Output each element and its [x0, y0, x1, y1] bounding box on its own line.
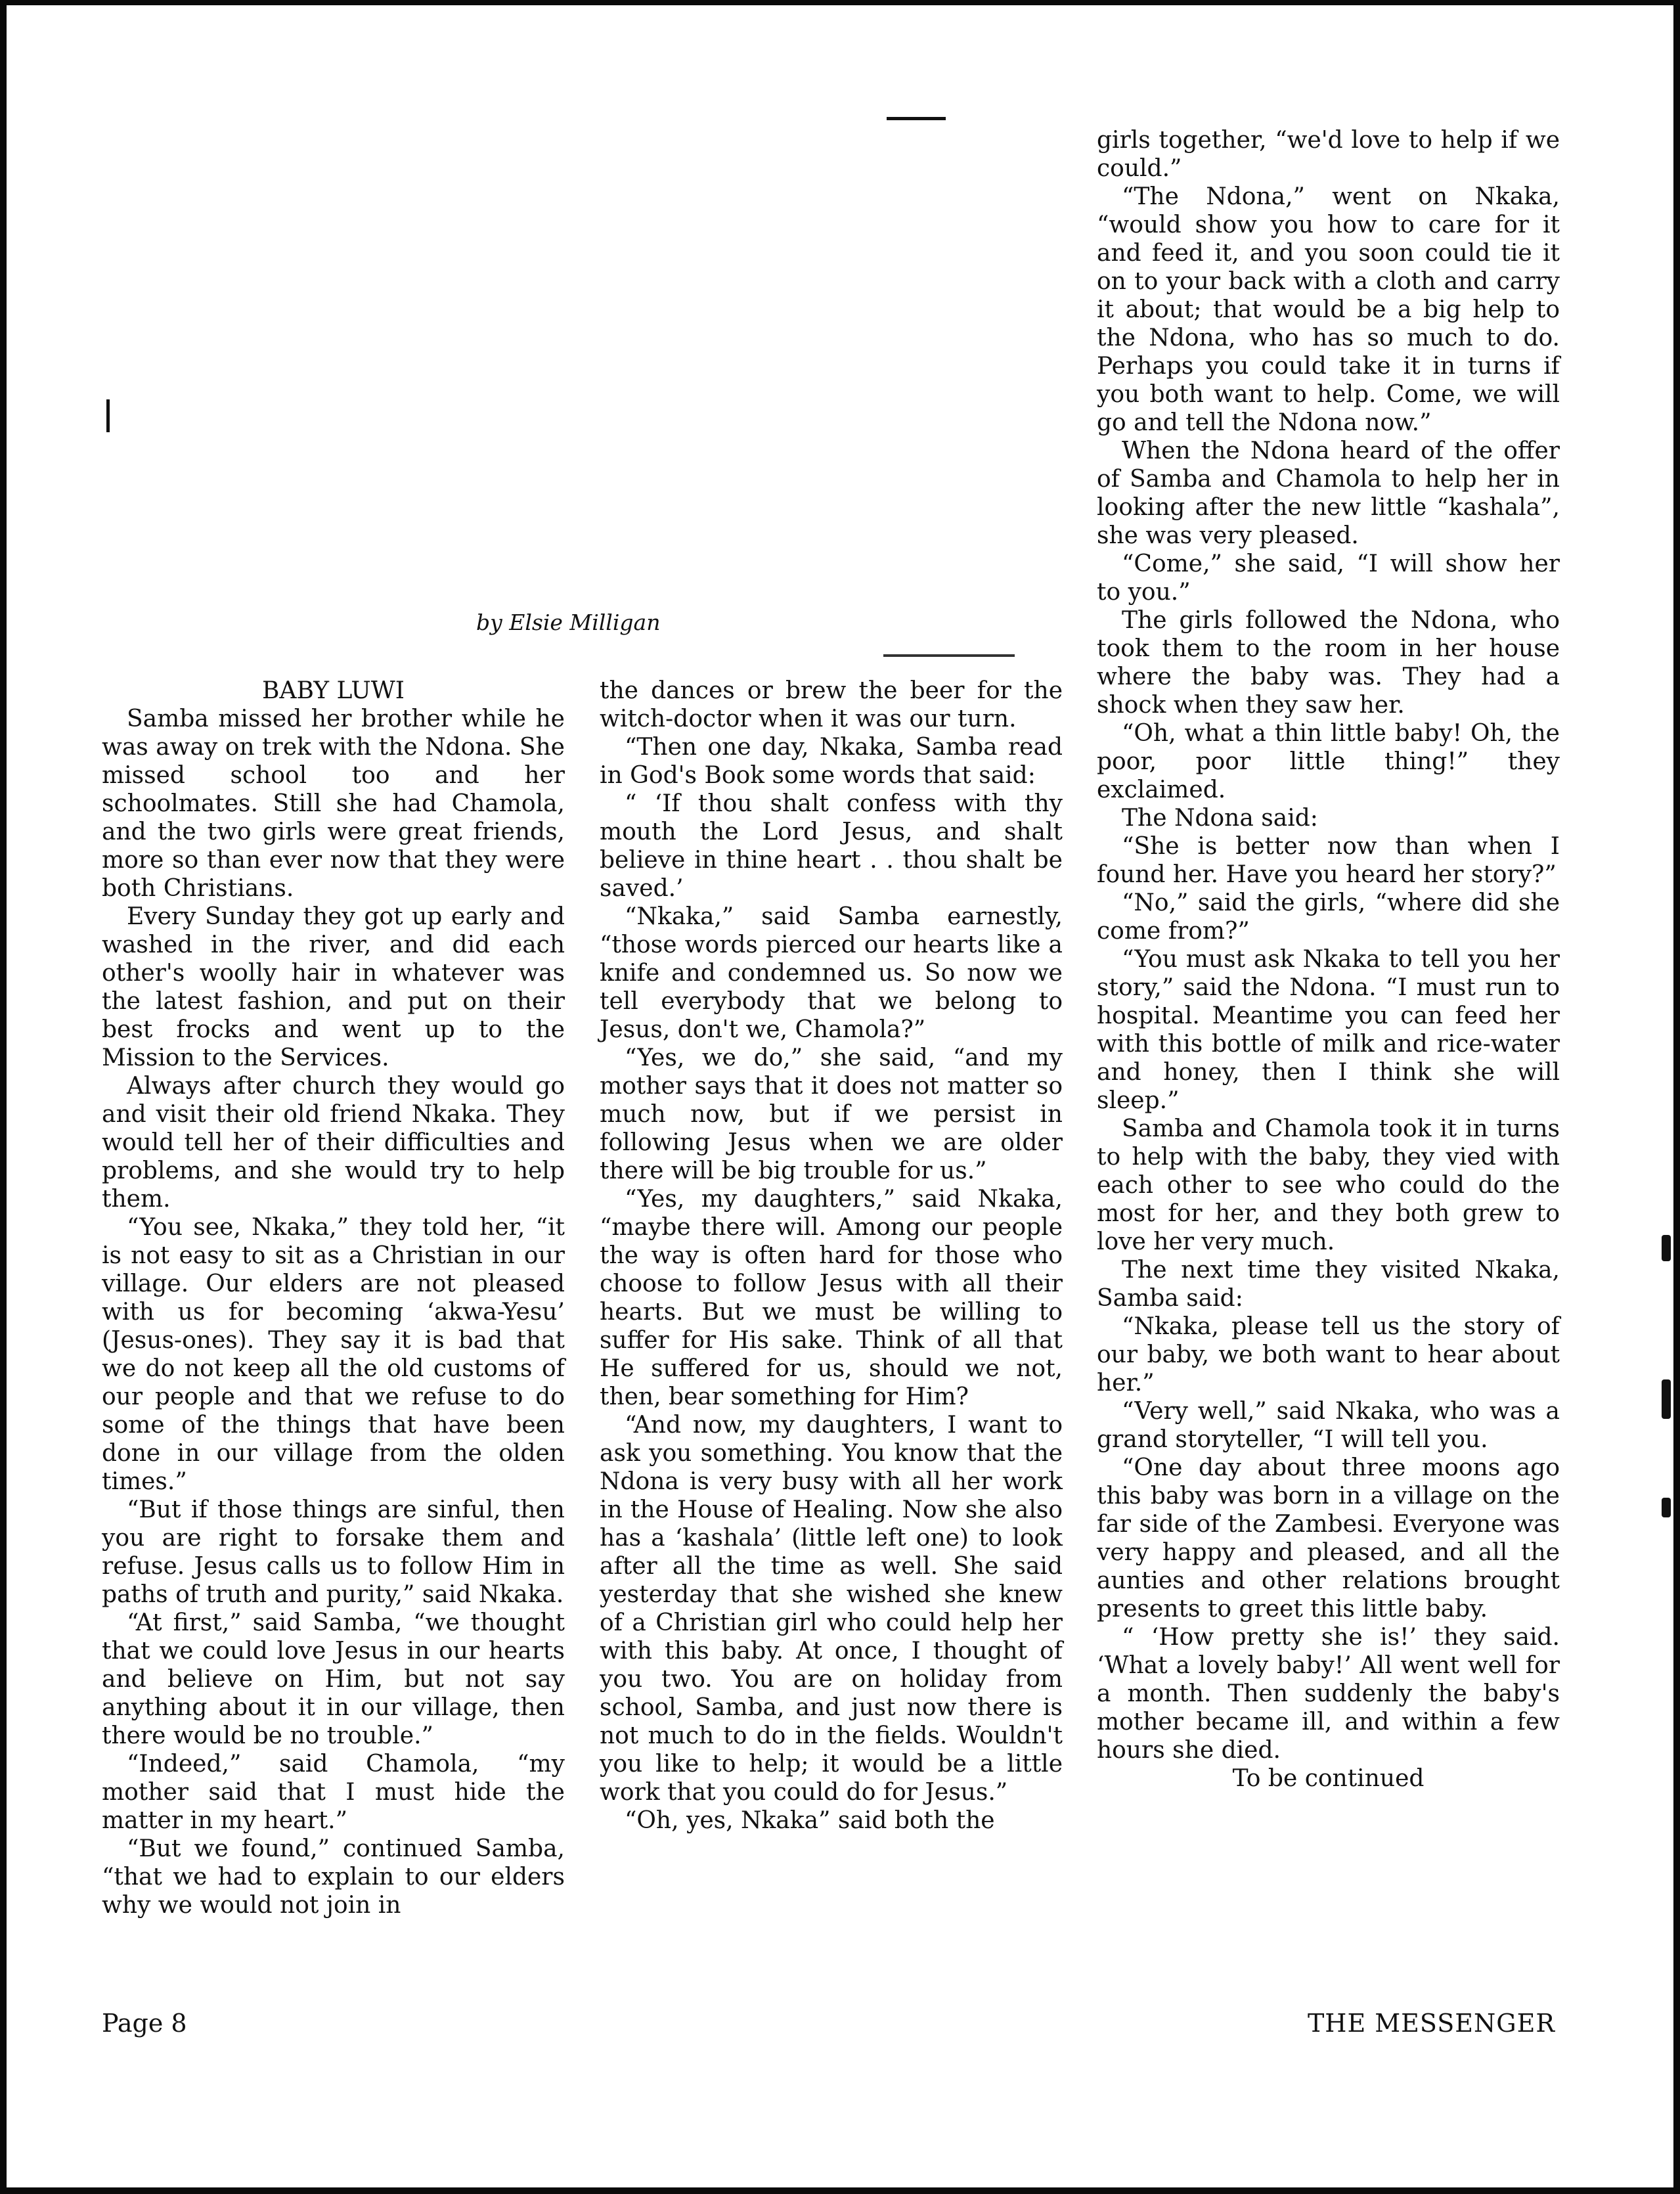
paragraph: “ ‘If thou shalt confess with thy mouth the Lord Jesus, and shalt believe in thine heart . . thou shalt be saved.’	[600, 790, 1063, 902]
paragraph: “Nkaka, please tell us the story of our baby, we both want to hear about her.”	[1097, 1313, 1560, 1397]
paragraph: Every Sunday they got up early and washed in the river, and did each other's woolly hair in whatever was the latest fashion, and put on their best frocks and went up to the Mission to the Services.	[102, 903, 565, 1071]
paragraph: Samba missed her brother while he was away on trek with the Ndona. She missed school too and her schoolmates. Still she had Chamola, and the two girls were great friends, more so than ever now that they were both Christians.	[102, 705, 565, 902]
paragraph: “Very well,” said Nkaka, who was a grand storyteller, “I will tell you.	[1097, 1398, 1560, 1453]
print-mark-tick	[106, 399, 110, 432]
paragraph: “One day about three moons ago this baby was born in a village on the far side of the Zambesi. Everyone was very happy and pleased, and all the aunties and other relations brought presents to greet this little baby.	[1097, 1454, 1560, 1623]
paragraph: “Then one day, Nkaka, Samba read in God's Book some words that said:	[600, 734, 1063, 789]
scan-border-top	[0, 0, 1680, 5]
column-1	[102, 677, 565, 1919]
paragraph: “Oh, what a thin little baby! Oh, the poor, poor little thing!” they exclaimed.	[1097, 720, 1560, 803]
paragraph: “Indeed,” said Chamola, “my mother said that I must hide the matter in my heart.”	[102, 1751, 565, 1834]
paragraph: Always after church they would go and visit their old friend Nkaka. They would tell her of their difficulties and problems, and she would try to help them.	[102, 1073, 565, 1213]
page-number: Page 8	[102, 2009, 187, 2038]
paragraph: “You see, Nkaka,” they told her, “it is not easy to sit as a Christian in our village. Our elders are not pleased with us for becoming ‘akwa-Yesu’ (Jesus-ones). They say it is bad that we do not keep all the old customs of our people and that we refuse to do some of the things that have been done in our village from the olden times.”	[102, 1214, 565, 1495]
paragraph: “But if those things are sinful, then you are right to forsake them and refuse. Jesus calls us to follow Him in paths of truth and purity,” said Nkaka.	[102, 1496, 565, 1608]
article-title: BABY LUWI	[262, 677, 405, 704]
to-be-continued: To be continued	[1232, 1765, 1425, 1792]
paragraph: “And now, my daughters, I want to ask you something. You know that the Ndona is very busy with all her work in the House of Healing. Now she also has a ‘kashala’ (little left one) to look after all the time as well. She said yesterday that she wished she knew of a Christian girl who could help her with this baby. At once, I thought of you two. You are on holiday from school, Samba, and just now there is not much to do in the fields. Wouldn't you like to help; it would be a little work that you could do for Jesus.”	[600, 1412, 1063, 1806]
byline: by Elsie Milligan	[476, 610, 661, 635]
column-2	[600, 677, 1063, 1835]
print-mark-rule	[883, 654, 1015, 657]
paragraph: “At first,” said Samba, “we thought that we could love Jesus in our hearts and believe on Him, but not say anything about it in our village, then there would be no trouble.”	[102, 1609, 565, 1749]
paragraph: the dances or brew the beer for the witch-doctor when it was our turn.	[600, 677, 1063, 732]
paragraph: “She is better now than when I found her. Have you heard her story?”	[1097, 833, 1560, 888]
paragraph: “The Ndona,” went on Nkaka, “would show you how to care for it and feed it, and you soon could tie it on to your back with a cloth and carry it about; that would be a big help to the Ndona, who has so much to do. Perhaps you could take it in turns if you both want to help. Come, we will go and tell the Ndona now.”	[1097, 183, 1560, 436]
paragraph: “Yes, we do,” she said, “and my mother says that it does not matter so much now, but if we persist in following Jesus when we are older there will be big trouble for us.”	[600, 1044, 1063, 1184]
paragraph: “Come,” she said, “I will show her to you.”	[1097, 550, 1560, 606]
paragraph: “You must ask Nkaka to tell you her story,” said the Ndona. “I must run to hospital. Meantime you can feed her with this bottle of milk and rice-water and honey, then I think she will sleep.”	[1097, 946, 1560, 1114]
paragraph: girls together, “we'd love to help if we could.”	[1097, 127, 1560, 182]
paragraph: “But we found,” continued Samba, “that we had to explain to our elders why we would not join in	[102, 1835, 565, 1919]
scan-edge-marks	[1658, 1182, 1671, 1708]
paragraph: The girls followed the Ndona, who took them to the room in her house where the baby was. They had a shock when they saw her.	[1097, 607, 1560, 719]
paragraph: When the Ndona heard of the offer of Samba and Chamola to help her in looking after the new little “kashala”, she was very pleased.	[1097, 437, 1560, 549]
scan-border-bottom	[0, 2187, 1680, 2194]
paragraph: The next time they visited Nkaka, Samba said:	[1097, 1257, 1560, 1312]
print-mark-dash	[887, 117, 946, 120]
scan-border-left	[0, 0, 7, 2194]
paragraph: Samba and Chamola took it in turns to help with the baby, they vied with each other to see who could do the most for her, and they both grew to love her very much.	[1097, 1115, 1560, 1255]
paragraph: The Ndona said:	[1122, 805, 1318, 832]
paragraph: “Oh, yes, Nkaka” said both the	[625, 1807, 995, 1834]
column-3	[1097, 126, 1560, 1793]
paragraph: “No,” said the girls, “where did she come from?”	[1097, 889, 1560, 945]
paragraph: “Nkaka,” said Samba earnestly, “those words pierced our hearts like a knife and condemned us. So now we tell everybody that we belong to Jesus, don't we, Chamola?”	[600, 903, 1063, 1043]
publication-name: THE MESSENGER	[1307, 2009, 1555, 2038]
scan-border-right	[1673, 0, 1680, 2194]
paragraph: “ ‘How pretty she is!’ they said. ‘What a lovely baby!’ All went well for a month. Then suddenly the baby's mother became ill, and within a few hours she died.	[1097, 1624, 1560, 1764]
paragraph: “Yes, my daughters,” said Nkaka, “maybe there will. Among our people the way is often hard for those who choose to follow Jesus with all their hearts. But we must be willing to suffer for His sake. Think of all that He suffered for us, should we not, then, bear something for Him?	[600, 1186, 1063, 1410]
